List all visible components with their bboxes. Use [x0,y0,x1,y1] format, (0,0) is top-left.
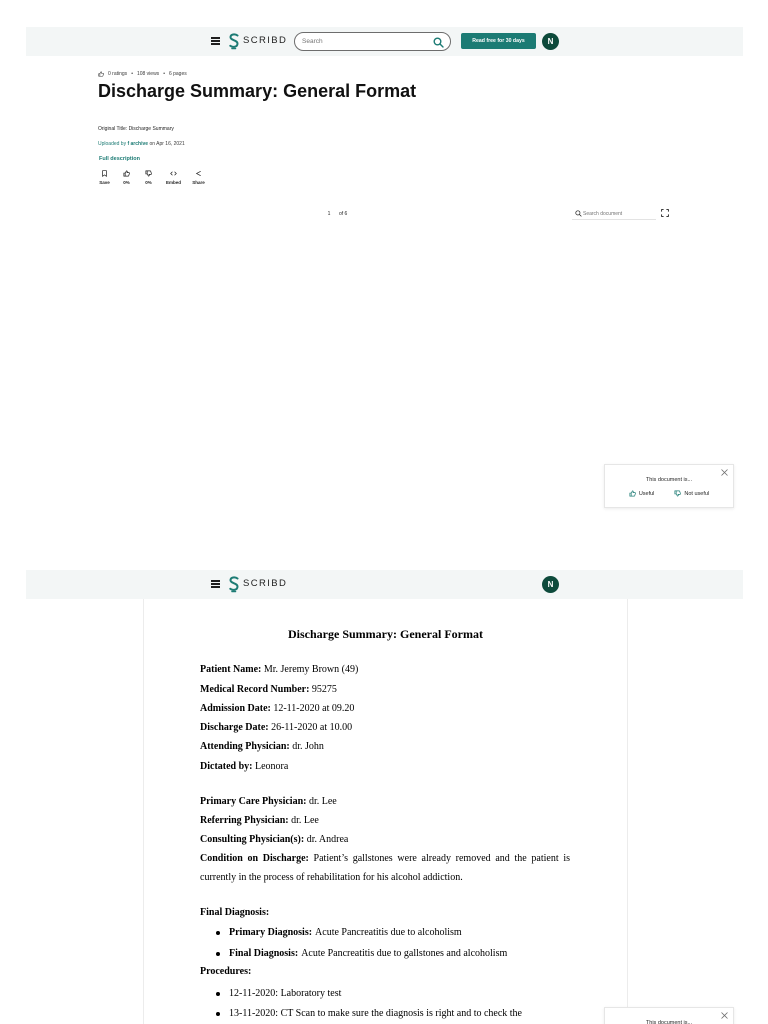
feedback-question: This document is... [645,1020,693,1024]
upload-date: on Apr 16, 2021 [149,141,185,147]
discharge-date-field: Discharge Date: 26-11-2020 at 10.00 [200,722,353,733]
read-free-button[interactable]: Read free for 30 days [461,33,536,49]
document-page [143,599,628,1024]
list-item: 13-11-2020: CT Scan to make sure the diagnosis is right and to check the [216,1008,522,1019]
search-icon [575,210,582,217]
thumbs-up-icon [98,71,104,77]
thumbs-up-icon [629,490,636,497]
list-item: Primary Diagnosis: Acute Pancreatitis due to alcoholism [216,927,462,938]
bookmark-icon [101,170,108,177]
total-pages: of 6 [339,211,348,217]
close-icon[interactable] [721,1012,728,1019]
menu-icon[interactable] [211,37,220,45]
consulting-physician-field: Consulting Physician(s): dr. Andrea [200,834,349,845]
pages-count: 6 pages [168,71,187,77]
admission-date-field: Admission Date: 12-11-2020 at 09.20 [200,703,355,714]
upload-info [98,141,185,147]
uploaded-prefix: Uploaded by [98,141,127,147]
list-item: 12-11-2020: Laboratory test [216,988,341,999]
site-search-input[interactable] [302,36,422,47]
embed-button[interactable]: Embed [164,170,183,185]
primary-care-physician-field: Primary Care Physician: dr. Lee [200,796,337,807]
share-button[interactable]: Share [192,170,205,185]
not-useful-button[interactable]: Not useful [674,490,709,497]
procedures-heading: Procedures: [200,966,252,977]
views-count: 108 views [136,71,160,77]
thumbs-down-icon [674,490,681,497]
save-button[interactable]: Save [98,170,111,185]
fullscreen-icon[interactable] [661,209,669,217]
thumbs-down-icon [145,170,152,177]
document-search-box[interactable] [572,208,656,220]
patient-name-field: Patient Name: Mr. Jeremy Brown (49) [200,664,359,675]
uploader-link[interactable]: f archive [127,141,149,147]
referring-physician-field: Referring Physician: dr. Lee [200,815,319,826]
user-avatar[interactable]: N [542,576,559,593]
menu-icon[interactable] [211,580,220,588]
code-icon [170,170,177,177]
close-icon[interactable] [721,469,728,476]
feedback-options [605,490,733,497]
useful-button[interactable]: Useful [629,490,655,497]
original-title: Original Title: Discharge Summary [98,126,174,132]
document-title: Discharge Summary: General Format [98,81,417,101]
scribd-logo-text[interactable]: SCRIBD [243,35,288,46]
document-search-input[interactable] [583,210,651,218]
document-stats: 0 ratings • 108 views • 6 pages [98,71,187,77]
page-title: Discharge Summary: General Format [288,627,483,641]
ratings-count: 0 ratings [108,71,128,77]
medical-record-field: Medical Record Number: 95275 [200,684,337,695]
top-navigation-bar [26,27,743,56]
final-diagnosis-heading: Final Diagnosis: [200,907,270,918]
attending-physician-field: Attending Physician: dr. John [200,741,324,752]
user-avatar[interactable]: N [542,33,559,50]
scribd-logo-icon[interactable] [228,576,240,593]
search-icon[interactable] [433,37,444,48]
share-icon [195,170,202,177]
site-search-box[interactable] [294,32,451,51]
like-button[interactable]: 0% [120,170,133,185]
dictated-by-field: Dictated by: Leonora [200,761,289,772]
feedback-popup [604,1007,734,1024]
document-actions [98,170,205,185]
current-page-input[interactable]: 1 [327,211,331,217]
full-description-link[interactable]: Full description [99,156,140,162]
scribd-logo-text[interactable]: SCRIBD [243,578,288,589]
feedback-popup [604,464,734,508]
feedback-question: This document is... [645,477,693,483]
condition-on-discharge: Condition on Discharge: Patient’s gallstones were already removed and the patient is currently in the process of rehabilitation for his alcohol addiction. [200,853,570,883]
list-item: Final Diagnosis: Acute Pancreatitis due to gallstones and alcoholism [216,948,507,959]
sticky-navigation-bar [26,570,743,599]
dislike-button[interactable]: 0% [142,170,155,185]
thumbs-up-icon [123,170,130,177]
scribd-logo-icon[interactable] [228,33,240,50]
page-navigator [323,211,347,217]
